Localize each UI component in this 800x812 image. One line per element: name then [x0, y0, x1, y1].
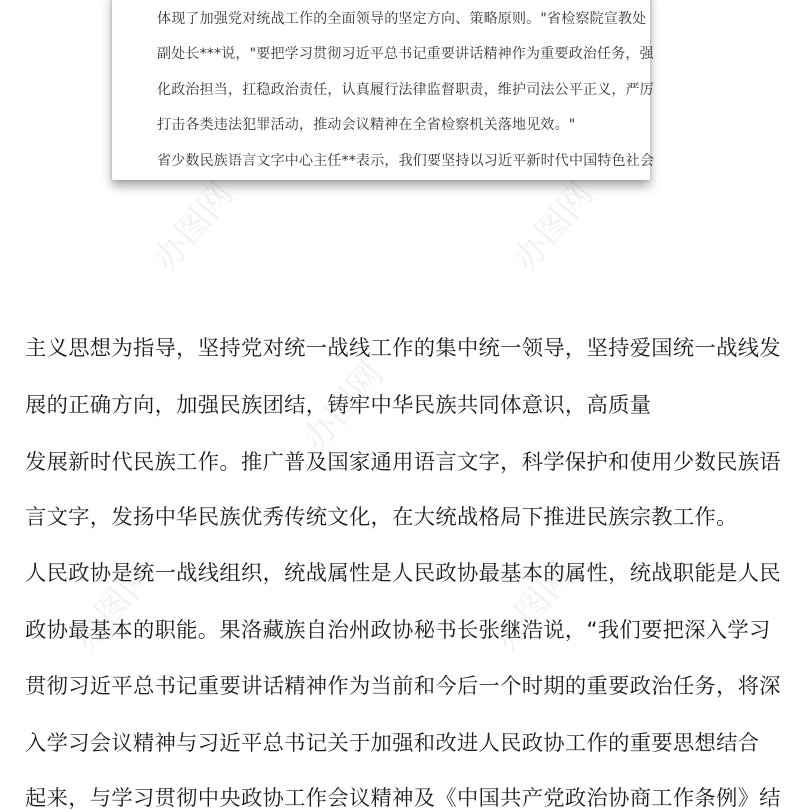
- body-line: 发展新时代民族工作。推广普及国家通用语言文字，科学保护和使用少数民族语: [25, 450, 781, 475]
- watermark: 办图网: [145, 174, 242, 279]
- watermark: 办图网: [485, 554, 582, 659]
- watermark: 办图网: [295, 354, 392, 459]
- body-line: 入学习会议精神与习近平总书记关于加强和改进人民政协工作的重要思想结合: [25, 731, 760, 756]
- card-line: 省少数民族语言文字中心主任**表示，我们要坚持以习近平新时代中国特色社会: [157, 153, 655, 169]
- card-line: 化政治担当，扛稳政治责任，认真履行法律监督职责，维护司法公平正义，严厉: [157, 82, 654, 98]
- card-line: 副处长***说，"要把学习贯彻习近平总书记重要讲话精神作为重要政治任务，强: [157, 46, 654, 62]
- watermark: 办图网: [505, 174, 602, 279]
- body-line: 人民政协是统一战线组织，统战属性是人民政协最基本的属性，统战职能是人民: [25, 561, 781, 586]
- watermark: 办图网: [65, 554, 162, 659]
- body-line: 言文字，发扬中华民族优秀传统文化，在大统战格局下推进民族宗教工作。: [25, 505, 738, 530]
- body-line: 主义思想为指导，坚持党对统一战线工作的集中统一领导，坚持爱国统一战线发: [25, 336, 781, 361]
- body-line: 起来，与学习贯彻中央政协工作会议精神及《中国共产党政治协商工作条例》结: [25, 786, 781, 811]
- card-line: 打击各类违法犯罪活动，推动会议精神在全省检察机关落地见效。": [157, 117, 576, 133]
- document-card: [112, 0, 655, 180]
- body-line: 贯彻习近平总书记重要讲话精神作为当前和今后一个时期的重要政治任务，将深: [25, 674, 781, 699]
- body-line: 展的正确方向，加强民族团结，铸牢中华民族共同体意识，高质量: [25, 393, 652, 418]
- body-line: 政协最基本的职能。果洛藏族自治州政协秘书长张继浩说，“我们要把深入学习: [25, 618, 771, 643]
- card-line: 体现了加强党对统战工作的全面领导的坚定方向、策略原则。"省检察院宣教处: [157, 11, 647, 27]
